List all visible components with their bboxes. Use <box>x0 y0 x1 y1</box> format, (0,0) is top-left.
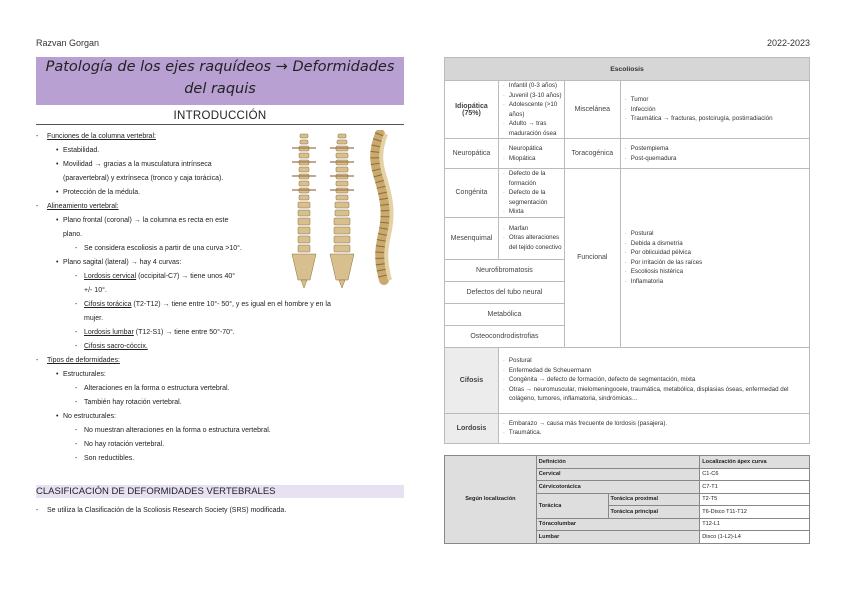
bullet-dot: • <box>56 371 59 378</box>
list-item: · Defecto de la formación <box>509 169 562 188</box>
localizacion-row-label: Según localización <box>445 456 537 544</box>
list-item: · Marfan <box>509 224 562 234</box>
note-line: Cifosis sacro-cóccix. <box>84 343 148 350</box>
list-item: · Inflamatoria <box>631 277 807 287</box>
toracica-principal-label: Torácica principal <box>608 506 700 519</box>
note-line: Movilidad → gracias a la musculatura intrínseca <box>63 161 212 168</box>
toracica-label: Torácica <box>536 493 608 518</box>
bullet-dash: - <box>75 455 78 462</box>
funcional-list <box>621 229 809 286</box>
list-item: · Debida a dismetría <box>631 239 807 249</box>
note-line: También hay rotación vertebral. <box>84 399 182 406</box>
header-definicion: Definición <box>536 456 700 469</box>
intro-heading: INTRODUCCIÓN <box>173 110 267 122</box>
neurofibromatosis-label: Neurofibromatosis <box>445 259 565 281</box>
bullet-dash: - <box>36 203 39 210</box>
intro-divider <box>36 124 404 125</box>
underlined-term: Cifosis torácica <box>84 301 132 308</box>
list-item: · Por oblicuidad pélvica <box>631 248 807 258</box>
list-item: · Congénita → defecto de formación, defecto de segmentación, mixta <box>509 375 807 385</box>
list-item: · Embarazo → causa más frecuente de lordosis (pasajera). <box>509 419 807 429</box>
list-item: · Tumor <box>631 95 807 105</box>
escoliosis-title: Escoliosis <box>445 58 810 81</box>
list-item: · Infección <box>631 105 807 115</box>
bullet-dot: • <box>56 259 59 266</box>
note-line: Tipos de deformidades: <box>47 357 120 364</box>
note-line: No estructurales: <box>63 413 116 420</box>
funcional-label: Funcional <box>564 169 620 348</box>
bullet-dash: - <box>75 301 78 308</box>
note-line: Son reductibles. <box>84 455 135 462</box>
cervical-apex: C1-C6 <box>700 468 810 481</box>
note-line: Estructurales: <box>63 371 106 378</box>
note-text: (T2-T12) → tiene entre 10°- 50°, y es igual en el hombre y en la <box>131 301 331 308</box>
mesenquimal-list <box>499 224 564 253</box>
note-line: No muestran alteraciones en la forma o estructura vertebral. <box>84 427 271 434</box>
header-apex: Localización ápex curva <box>700 456 810 469</box>
lordosis-list <box>499 419 809 438</box>
localizacion-table <box>444 455 810 544</box>
list-item: · Defecto de la segmentación <box>509 188 562 207</box>
list-item: · Otras → neuromuscular, mielomeningocele, traumática, metabólica, displasias óseas, enfermedad del colágeno, tumores, inflamatoria, sindrómicas… <box>509 385 807 404</box>
idiopatica-list <box>499 81 564 138</box>
list-item: · Otras alteraciones del tejido conectivo <box>509 233 562 252</box>
list-item: · Escoliosis histérica <box>631 267 807 277</box>
mesenquimal-label: Mesenquimal <box>445 217 499 259</box>
toracolumbar-label: Tóracolumbar <box>536 518 700 531</box>
note-line: Estabilidad. <box>63 147 100 154</box>
spine-back-view <box>330 134 354 288</box>
classification-note: Se utiliza la Clasificación de la Scoliosis Research Society (SRS) modificada. <box>47 507 287 514</box>
neuropatica-list <box>499 144 564 163</box>
bullet-dash: - <box>36 133 39 140</box>
neuropatica-label: Neuropática <box>445 139 499 169</box>
list-item: · Enfermedad de Scheuermann <box>509 366 807 376</box>
tubo-neural-label: Defectos del tubo neural <box>445 281 565 303</box>
bullet-dot: • <box>56 161 59 168</box>
note-line: Protección de la médula. <box>63 189 141 196</box>
title-box <box>36 57 404 105</box>
cervicotoracica-apex: C7-T1 <box>700 481 810 494</box>
note-line: No hay rotación vertebral. <box>84 441 165 448</box>
bullet-dash: - <box>75 245 78 252</box>
underlined-term: Lordosis cervical <box>84 273 137 280</box>
bullet-dot: • <box>56 217 59 224</box>
note-line: Plano sagital (lateral) → hay 4 curvas: <box>63 259 182 266</box>
author: Razvan Gorgan <box>36 38 100 48</box>
spine-illustration <box>288 130 402 292</box>
underlined-term: Lordosis lumbar <box>84 329 134 336</box>
title-line-2: del raquis <box>184 81 256 97</box>
toracica-proximal-label: Torácica proximal <box>608 493 700 506</box>
list-item: · Adolescente (>10 años) <box>509 100 562 119</box>
note-text: (T12-S1) → tiene entre 50°-70°. <box>133 329 235 336</box>
note-line: Se considera escoliosis a partir de una curva >10°. <box>84 245 242 252</box>
bullet-dash: - <box>75 273 78 280</box>
cervical-label: Cervical <box>536 468 700 481</box>
lordosis-label: Lordosis <box>445 413 499 443</box>
list-item: · Traumática. <box>509 428 807 438</box>
toracolumbar-apex: T12-L1 <box>700 518 810 531</box>
escoliosis-table <box>444 57 810 444</box>
list-item: · Postural <box>509 356 807 366</box>
note-line: Funciones de la columna vertebral: <box>47 133 156 140</box>
list-item: · Postempiema <box>631 144 807 154</box>
congenita-list <box>499 169 564 217</box>
bullet-dash: - <box>75 329 78 336</box>
spine-front-view <box>292 134 316 288</box>
lumbar-label: Lumbar <box>536 531 700 544</box>
spine-side-view <box>375 134 391 280</box>
classification-heading: CLASIFICACIÓN DE DEFORMIDADES VERTEBRALES <box>36 485 404 498</box>
cervicotoracica-label: Cérvicotorácica <box>536 481 700 494</box>
note-line: +/- 10°. <box>84 287 107 294</box>
bullet-dash: - <box>75 427 78 434</box>
classification-bullet: - <box>36 507 39 514</box>
osteocondro-label: Osteocondrodistrofias <box>445 325 565 347</box>
note-line: Alteraciones en la forma o estructura vertebral. <box>84 385 230 392</box>
note-line: plano. <box>63 231 83 238</box>
note-text: (occipital-C7) → tiene unos 40° <box>136 273 236 280</box>
bullet-dot: • <box>56 413 59 420</box>
list-item: · Mixta <box>509 207 562 217</box>
list-item: · Infantil (0-3 años) <box>509 81 562 91</box>
miscelanea-list <box>621 95 809 124</box>
note-line: Plano frontal (coronal) → la columna es recta en este <box>63 217 229 224</box>
congenita-label: Congénita <box>445 169 499 218</box>
list-item: · Miopática <box>509 154 562 164</box>
toracogenica-label: Toracogénica <box>564 139 620 169</box>
note-line <box>84 270 235 284</box>
miscelanea-label: Miscelánea <box>564 81 620 139</box>
bullet-dash: - <box>75 385 78 392</box>
toracogenica-list <box>621 144 809 163</box>
idiopatica-label: Idiopática (75%) <box>445 81 499 139</box>
metabolica-label: Metabólica <box>445 303 565 325</box>
title-line-1: Patología de los ejes raquídeos → Deformidades <box>45 59 395 75</box>
cifosis-list <box>499 356 809 404</box>
list-item: · Post-quemadura <box>631 154 807 164</box>
bullet-dot: • <box>56 189 59 196</box>
list-item: · Juvenil (3-10 años) <box>509 91 562 101</box>
bullet-dash: - <box>75 399 78 406</box>
list-item: · Postural <box>631 229 807 239</box>
toracica-principal-apex: T6-Disco T11-T12 <box>700 506 810 519</box>
note-line <box>84 326 235 340</box>
note-line: Alineamiento vertebral: <box>47 203 119 210</box>
note-line: (paravertebral) y extrínseca (tronco y caja torácica). <box>63 175 224 182</box>
toracica-proximal-apex: T2-T5 <box>700 493 810 506</box>
list-item: · Por irritación de las raíces <box>631 258 807 268</box>
lumbar-apex: Disco (1-L2)-L4 <box>700 531 810 544</box>
list-item: · Traumática → fracturas, postcirugía, postirradiación <box>631 114 807 124</box>
bullet-dash: - <box>36 357 39 364</box>
bullet-dash: - <box>75 441 78 448</box>
year: 2022-2023 <box>767 38 811 48</box>
list-item: · Adulto → tras maduración ósea <box>509 119 562 138</box>
list-item: · Neuropática <box>509 144 562 154</box>
note-line: mujer. <box>84 315 104 322</box>
cifosis-label: Cifosis <box>445 347 499 413</box>
note-line <box>84 298 331 312</box>
bullet-dot: • <box>56 147 59 154</box>
bullet-dash: - <box>75 343 78 350</box>
